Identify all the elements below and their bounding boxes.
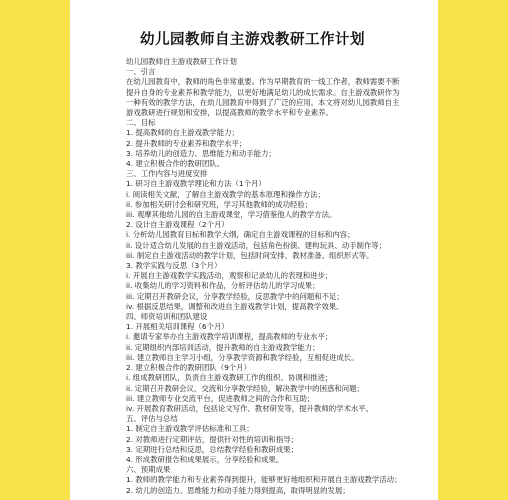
text-line: 3. 定期进行总结和反思，总结教学经验和教研成果；: [126, 444, 298, 454]
text-line: 2. 对教师进行定期评估，提供针对性的培训和指导；: [126, 434, 298, 444]
text-line: 幼儿园教师自主游戏教研工作计划: [126, 57, 237, 66]
text-line: i. 分析幼儿园教育目标和教学大纲，确定自主游戏课程的目标和内容；: [126, 230, 355, 240]
text-line: 游戏教研进行规划和安排，以提高教师的教学水平和专业素养。: [126, 108, 333, 118]
text-line: i. 组成教研团队，负责自主游戏教研工作的组织、协调和推进；: [126, 373, 333, 383]
text-line: i. 开展自主游戏教学实践活动，观察和记录幼儿的表现和进步；: [126, 271, 333, 281]
text-line: 六、预期成果: [126, 465, 171, 475]
document-title: 幼儿园教师自主游戏教研工作计划: [140, 32, 365, 48]
text-line: iii. 定期召开教研会议，分享教学经验，反思教学中的问题和不足；: [126, 291, 344, 301]
text-line: 4. 建立积极合作的教研团队。: [126, 159, 225, 169]
text-line: 2. 建立积极合作的教研团队（9个月）: [126, 363, 251, 373]
text-line: 2. 设计自主游戏课程（2个月）: [126, 220, 229, 230]
text-line: 4. 形成教研报告和成果展示，分享经验和成果。: [126, 454, 284, 464]
text-line: 1. 教师的教学能力和专业素养得到提升，能够更好地组织和开展自主游戏教学活动；: [126, 475, 402, 485]
text-line: 1. 提高教师的自主游戏教学能力；: [126, 128, 239, 138]
text-line: ii. 参加相关研讨会和研究班，学习其他教师的成功经验；: [126, 199, 313, 209]
text-line: 四、师资培训和团队建设: [126, 312, 208, 322]
text-line: 一、引言: [126, 67, 156, 77]
text-line: iii. 制定自主游戏活动的教学计划，包括时间安排、教材准备、组织形式等。: [126, 250, 374, 260]
text-line: ii. 定期召开教研会议，交流和分享教学经验，解决教学中的困惑和问题；: [126, 383, 364, 393]
text-line: 1. 研习自主游戏教学理论和方法（1个月）: [126, 179, 266, 189]
text-line: 1. 开展相关培训课程（6个月）: [126, 322, 229, 332]
document-page: [114, 0, 404, 500]
text-line: iii. 建立教师专业交流平台，促进教师之间的合作和互助；: [126, 393, 315, 403]
text-line: ii. 定期组织内部培训活动，提升教师的自主游戏教学能力；: [126, 342, 320, 352]
right-yellow-border: [438, 0, 508, 500]
text-line: iii. 观摩其他幼儿园的自主游戏课堂，学习借鉴他人的教学方法。: [126, 210, 337, 220]
text-line: ii. 设计适合幼儿发展的自主游戏活动，包括角色扮演、建构玩具、动手制作等；: [126, 240, 387, 250]
text-line: i. 阅读相关文献，了解自主游戏教学的基本原理和操作方法；: [126, 189, 325, 199]
text-line: 二、目标: [126, 118, 156, 128]
text-line: 1. 制定自主游戏教学评估标准和工具；: [126, 424, 254, 434]
document-body: [114, 57, 404, 496]
text-line: iv. 开展教育教研活动，包括论文写作、教材研发等，提升教师的学术水平。: [126, 403, 374, 413]
text-line: 3. 培养幼儿的创造力、思维能力和动手能力；: [126, 148, 276, 158]
text-line: i. 邀请专家举办自主游戏教学培训课程，提高教师的专业水平；: [126, 332, 333, 342]
text-line: 提升自身的专业素养和教学能力，以更好地满足幼儿的成长需求。自主游戏教研作为: [126, 87, 400, 97]
text-line: 三、工作内容与进度安排: [126, 169, 208, 179]
text-line: 在幼儿园教育中，教师的角色非常重要。作为早期教育的一线工作者，教师需要不断: [126, 77, 400, 87]
text-line: 2. 提升教师的专业素养和教学水平；: [126, 138, 247, 148]
text-line: 一种有效的教学方法，在幼儿园教育中得到了广泛的应用。本文将对幼儿园教师自主: [126, 97, 400, 107]
text-line: 2. 幼儿的创造力、思维能力和动手能力得到提高，取得明显的发展；: [126, 485, 350, 495]
left-yellow-border: [0, 0, 70, 500]
text-line: iii. 建立教师自主学习小组，分享教学资源和教学经验，互相促进成长。: [126, 352, 359, 362]
text-line: iv. 根据反思结果，调整和改进自主游戏教学计划，提高教学效果。: [126, 301, 344, 311]
text-line: 五、评估与总结: [126, 414, 178, 424]
text-line: ii. 收集幼儿的学习资料和作品，分析评估幼儿的学习成果；: [126, 281, 320, 291]
text-line: 3. 教学实践与反思（3个月）: [126, 261, 222, 271]
